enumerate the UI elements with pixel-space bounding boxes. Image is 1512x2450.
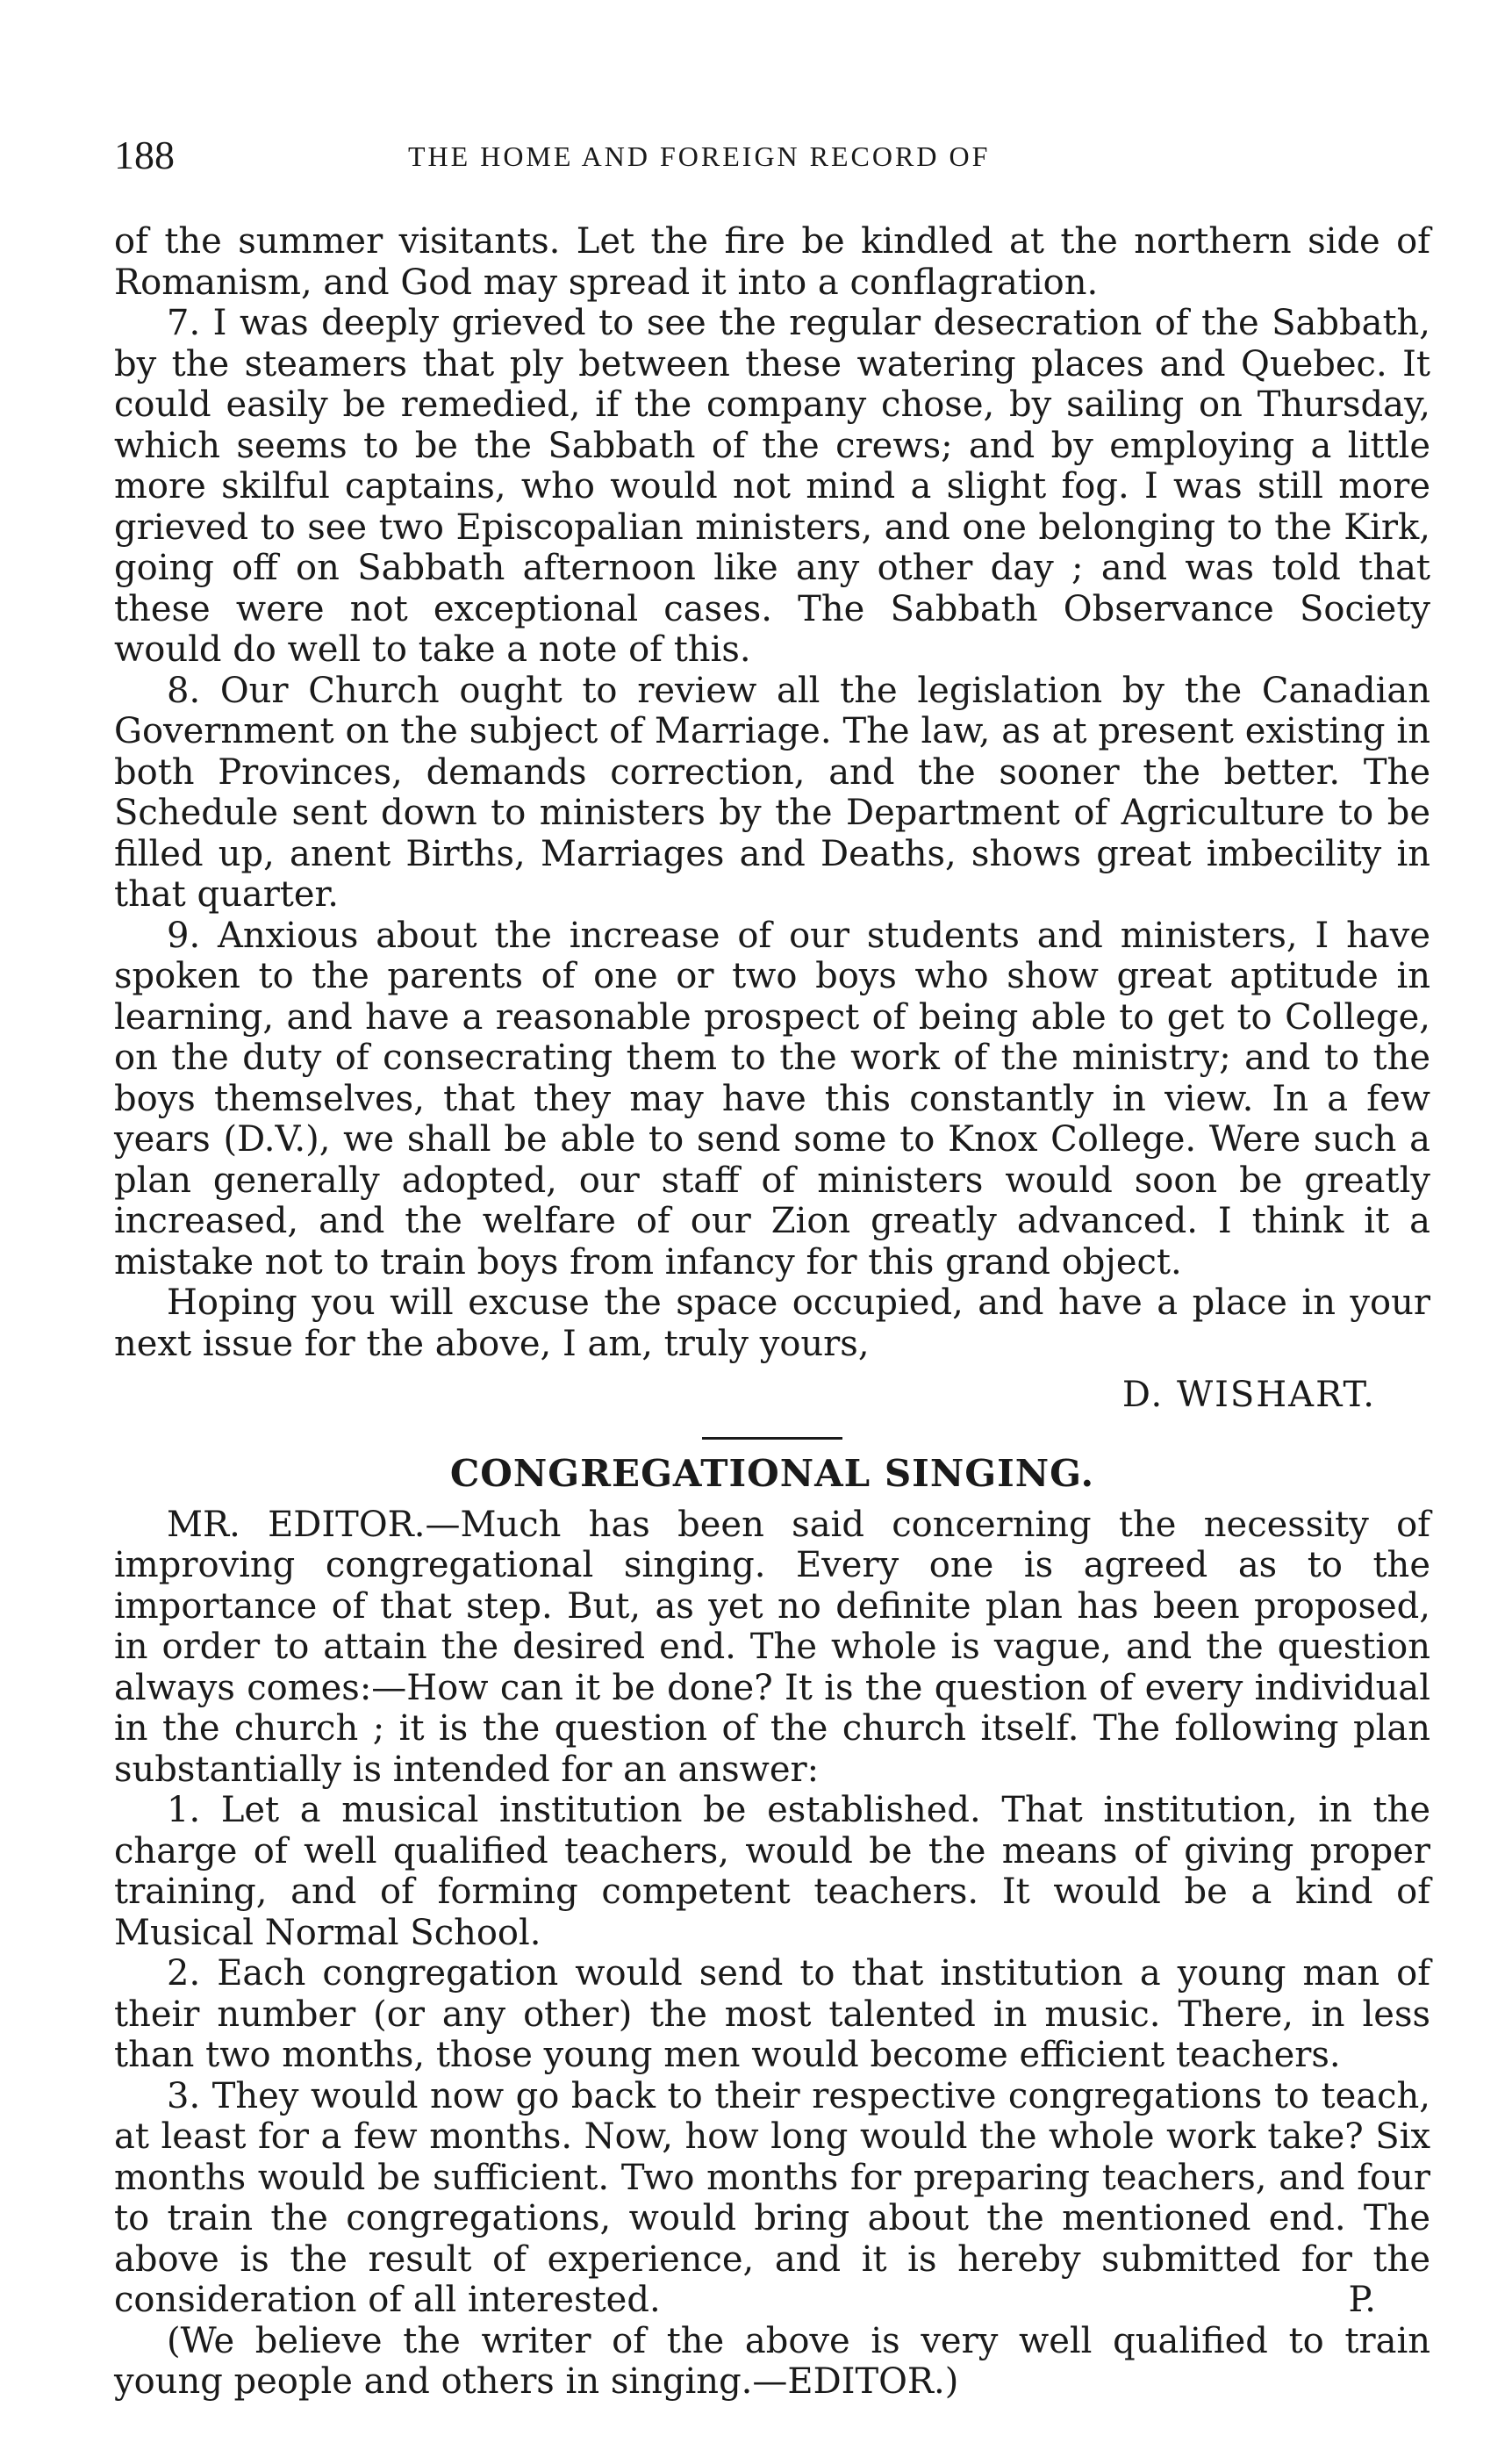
letter-paragraph: of the summer visitants. Let the fire be kindled at the northern side of Romanism, and God may spread it into a conflagration. — [114, 221, 1430, 303]
article-salutation: MR. EDITOR. — [167, 1504, 426, 1545]
letter-paragraph: Hoping you will excuse the space occupied, and have a place in your next issue for the above, I am, truly yours, — [114, 1282, 1430, 1364]
article-point-text: 3. They would now go back to their respective congregations to teach, at least for a few months. Now, how long would the whole work take? Six months would be sufficient. Two months for preparing teachers, and four to train the congregations, would bring about the mentioned end. The above is the result of experience, and it is hereby submitted for the consideration of all interested. — [114, 2075, 1430, 2320]
article-body — [114, 1505, 1430, 2403]
running-head — [114, 132, 1430, 184]
editor-note-text: (We believe the writer of the above is very well qualified to train young people and others in singing.— — [114, 2320, 1430, 2402]
article-point: 2. Each congregation would send to that institution a young man of their number (or any other) the most talented in music. There, in less than two months, those young men would become efficient teachers. — [114, 1953, 1430, 2075]
article-title: CONGREGATIONAL SINGING. — [449, 1451, 1095, 1495]
editor-note — [114, 2321, 1430, 2403]
article-point — [114, 2076, 1430, 2321]
article-point: 1. Let a musical institution be established. That institution, in the charge of well qualified teachers, would be the means of giving proper training, and of forming competent teachers. It would be a kind of Musical Normal School. — [114, 1790, 1430, 1953]
document-page — [114, 132, 1430, 2403]
letter-paragraph: 7. I was deeply grieved to see the regular desecration of the Sabbath, by the steamers that ply between these watering places and Quebec. It could easily be remedied, if the company chose, by sailing on Thursday, which seems to be the Sabbath of the crews; and by employing a little more skilful captains, who would not mind a slight fog. I was still more grieved to see two Episcopalian ministers, and one belonging to the Kirk, going off on Sabbath afternoon like any other day ; and was told that these were not exceptional cases. The Sabbath Observance Society would do well to take a note of this. — [114, 303, 1430, 670]
letter-signature: D. WISHART. — [1121, 1375, 1376, 1415]
page-number: 188 — [114, 133, 175, 177]
article-signature: P. — [1348, 2280, 1376, 2320]
section-divider — [702, 1437, 842, 1440]
editor-note-sign: EDITOR. — [787, 2361, 945, 2402]
article-intro-text: —Much has been said concerning the necessity of improving congregational singing. Every one is agreed as to the importance of that step. But, as yet no definite plan has been proposed, in order to attain the desired end. The whole is vague, and the question always comes:—How can it be done? It is the question of every individual in the church ; it is the question of the church itself. The following plan substantially is intended for an answer: — [114, 1504, 1430, 1790]
editor-note-close: ) — [944, 2361, 959, 2402]
article-intro — [114, 1505, 1430, 1791]
letter-paragraph: 9. Anxious about the increase of our students and ministers, I have spoken to the parents of one or two boys who show great aptitude in learning, and have a reasonable prospect of being able to get to College, on the duty of consecrating them to the work of the ministry; and to the boys themselves, that they may have this constantly in view. In a few years (D.V.), we shall be able to send some to Knox College. Were such a plan generally adopted, our staff of ministers would soon be greatly increased, and the welfare of our Zion greatly advanced. I think it a mistake not to train boys from infancy for this grand object. — [114, 915, 1430, 1282]
letter-paragraph: 8. Our Church ought to review all the legislation by the Canadian Government on the subject of Marriage. The law, as at present existing in both Provinces, demands correction, and the sooner the better. The Schedule sent down to ministers by the Department of Agriculture to be filled up, anent Births, Marriages and Deaths, shows great imbecility in that quarter. — [114, 670, 1430, 915]
journal-title: THE HOME AND FOREIGN RECORD OF — [408, 140, 991, 172]
letter-body — [114, 221, 1430, 1364]
